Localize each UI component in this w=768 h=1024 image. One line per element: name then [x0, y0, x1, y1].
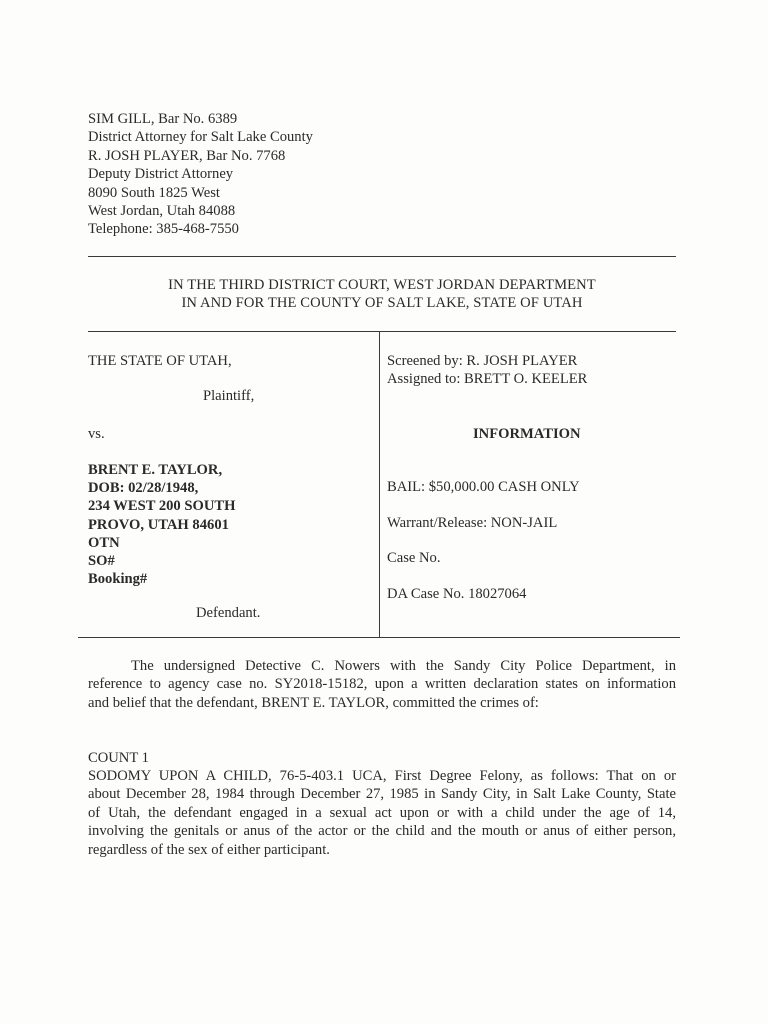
defendant-role: Defendant. [196, 605, 261, 621]
plaintiff-name: THE STATE OF UTAH, [88, 353, 232, 369]
header-divider [88, 256, 676, 257]
attorney-line-telephone: Telephone: 385-468-7550 [88, 221, 239, 238]
attorney-line-name: SIM GILL, Bar No. 6389 [88, 111, 238, 127]
court-heading-line-1: IN THE THIRD DISTRICT COURT, WEST JORDAN DEPARTMENT [168, 277, 596, 293]
attorney-line-city: West Jordan, Utah 84088 [88, 203, 236, 220]
count-line-2: about December 28, 1984 through December 27, 1985 in Sandy City, in Salt Lake County, State [88, 786, 676, 803]
defendant-name: BRENT E. TAYLOR, [88, 462, 223, 478]
attorney-line-title: District Attorney for Salt Lake County [88, 129, 313, 146]
defendant-dob: DOB: 02/28/1948, [88, 480, 199, 497]
caption-column-divider [379, 331, 380, 637]
count-line-5: regardless of the sex of either participant. [88, 841, 330, 858]
count-line-4: involving the genitals or anus of the actor or the child and the mouth or anus of either person, [88, 823, 676, 840]
attorney-line-deputy-title: Deputy District Attorney [88, 166, 234, 183]
court-heading-line-2: IN AND FOR THE COUNTY OF SALT LAKE, STATE OF UTAH [181, 295, 583, 312]
plaintiff-role: Plaintiff, [203, 388, 255, 404]
document-title: INFORMATION [473, 426, 581, 442]
warrant-release: Warrant/Release: NON-JAIL [387, 515, 558, 531]
bail-amount: BAIL: $50,000.00 CASH ONLY [387, 479, 580, 495]
intro-line-1: The undersigned Detective C. Nowers with the Sandy City Police Department, in [131, 658, 676, 674]
versus-label: vs. [88, 426, 105, 442]
intro-line-3: and belief that the defendant, BRENT E. TAYLOR, committed the crimes of: [88, 694, 539, 711]
defendant-otn: OTN [88, 534, 120, 551]
intro-paragraph [88, 657, 676, 712]
count-line-1: SODOMY UPON A CHILD, 76-5-403.1 UCA, First Degree Felony, as follows: That on or [88, 768, 676, 784]
defendant-city: PROVO, UTAH 84601 [88, 516, 229, 533]
attorney-block [88, 110, 313, 239]
attorney-line-deputy-name: R. JOSH PLAYER, Bar No. 7768 [88, 147, 286, 164]
defendant-block [88, 461, 235, 588]
case-number: Case No. [387, 550, 441, 566]
count-line-3: of Utah, the defendant engaged in a sexual act upon or with a child under the age of 14, [88, 804, 676, 821]
caption-bottom-rule [78, 637, 680, 638]
screened-by: Screened by: R. JOSH PLAYER [387, 353, 578, 369]
defendant-so: SO# [88, 553, 115, 570]
count-paragraph [88, 767, 676, 859]
count-heading: COUNT 1 [88, 750, 149, 766]
assigned-to: Assigned to: BRETT O. KEELER [387, 371, 588, 387]
da-case-number: DA Case No. 18027064 [387, 586, 527, 602]
court-heading [88, 276, 676, 313]
caption-top-rule [88, 331, 676, 332]
defendant-booking: Booking# [88, 571, 148, 588]
intro-line-2: reference to agency case no. SY2018-15182, upon a written declaration states on information [88, 676, 676, 693]
defendant-street: 234 WEST 200 SOUTH [88, 498, 236, 515]
attorney-line-street: 8090 South 1825 West [88, 184, 220, 201]
